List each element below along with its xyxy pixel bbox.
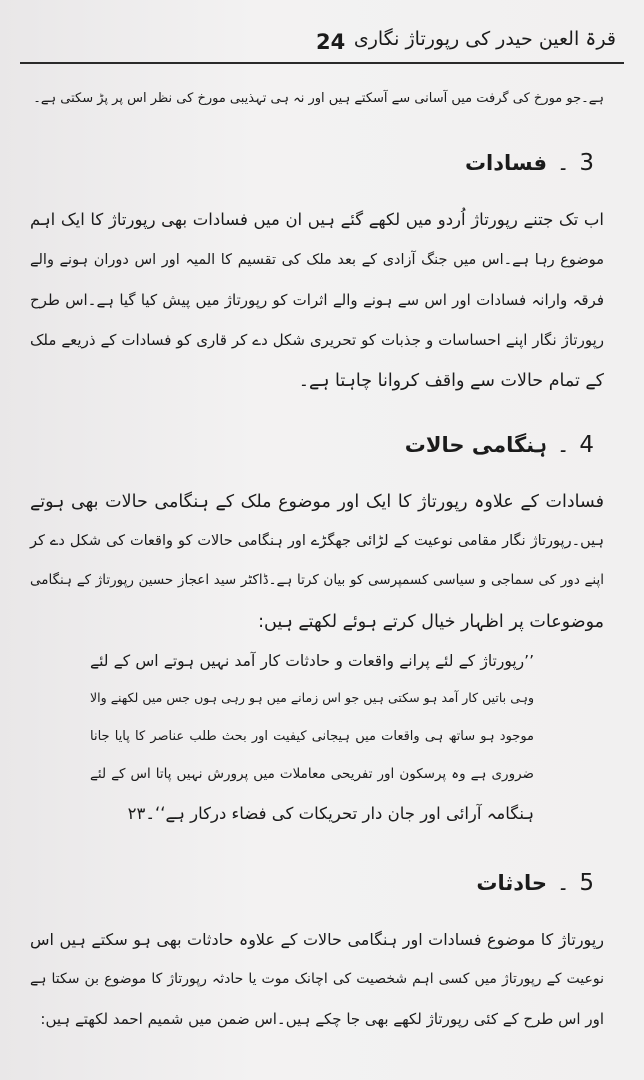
paragraph-line: موضوع رہا ہے۔اس میں جنگ آزادی کے بعد ملک کی تقسیم کا المیہ اور اس دوران ہونے والے bbox=[30, 252, 604, 268]
quote-line: ضروری ہے وہ پرسکون اور تفریحی معاملات میں پرورش نہیں پاتا اس کے لئے bbox=[90, 766, 534, 782]
quote-line: ہنگامہ آرائی اور جان دار تحریکات کی فضاء درکار ہے‘‘۔۲۳ bbox=[127, 804, 534, 823]
section-title: حادثات bbox=[476, 871, 548, 895]
section-heading-5 bbox=[476, 870, 594, 896]
header-rule bbox=[20, 62, 624, 64]
intro-line: ہے۔جو مورخ کی گرفت میں آسانی سے آسکتے ہیں اور نہ ہی تہذیبی مورخ کی نظر اس پر پڑ سکتی ہے۔ bbox=[33, 91, 604, 106]
paragraph-line: اب تک جتنے رپورتاژ اُردو میں لکھے گئے ہیں ان میں فسادات بھی رپورتاژ کا ایک اہم bbox=[30, 210, 604, 229]
quote-line: موجود ہو ساتھ ہی واقعات میں ہیجانی کیفیت اور بحث طلب عناصر کا پایا جانا bbox=[90, 729, 534, 744]
paragraph-line: کے تمام حالات سے واقف کروانا چاہتا ہے۔ bbox=[298, 371, 604, 391]
paragraph-line: موضوعات پر اظہار خیال کرتے ہوئے لکھتے ہیں: bbox=[258, 612, 604, 632]
section-heading-3 bbox=[465, 150, 594, 176]
section-dash: ۔ bbox=[557, 871, 570, 895]
paragraph-line: ہیں۔رپورتاژ نگار مقامی نوعیت کے لڑائی جھگڑے اور ہنگامی حالات کو واقعات کی شکل دے کر bbox=[30, 533, 604, 549]
paragraph-line: اپنے دور کی سماجی و سیاسی کسمپرسی کو بیان کرتا ہے۔ڈاکٹر سید اعجاز حسین رپورتاژ کے ہنگامی bbox=[30, 572, 604, 588]
paragraph-line: فرقہ وارانہ فسادات اور اس سے ہونے والے اثرات کو رپورتاژ میں پیش کیا گیا ہے۔اس طرح bbox=[30, 291, 604, 309]
running-header bbox=[20, 22, 624, 68]
paragraph-line: رپورتاژ کا موضوع فسادات اور ہنگامی حالات کے علاوہ حادثات بھی ہو سکتے ہیں اس bbox=[30, 930, 604, 949]
paragraph-line: فسادات کے علاوہ رپورتاژ کا ایک اور موضوع ملک کے ہنگامی حالات بھی ہوتے bbox=[30, 492, 604, 512]
section-title: ہنگامی حالات bbox=[404, 433, 548, 457]
paragraph-line: نوعیت کے رپورتاژ میں کسی اہم شخصیت کی اچانک موت یا حادثہ رپورتاژ کا موضوع بن سکتا ہے bbox=[30, 971, 604, 987]
section-number: 5 bbox=[579, 870, 594, 896]
page-number: 24 bbox=[316, 30, 346, 54]
quote-line: وہی باتیں کار آمد ہو سکتی ہیں جو اس زمانے میں ہو رہی ہوں جس میں لکھنے والا bbox=[90, 690, 534, 705]
running-title: قرۃ العین حیدر کی رپورتاژ نگاری bbox=[353, 28, 616, 50]
paragraph-line: اور اس طرح کے کئی رپورتاژ لکھے بھی جا چکے ہیں۔اس ضمن میں شمیم احمد لکھتے ہیں: bbox=[40, 1010, 604, 1028]
section-dash: ۔ bbox=[557, 151, 570, 175]
section-heading-4 bbox=[405, 432, 594, 458]
section-number: 3 bbox=[579, 150, 594, 176]
quote-line: ’’رپورتاژ کے لئے پرانے واقعات و حادثات کار آمد نہیں ہوتے اس کے لئے bbox=[90, 652, 534, 670]
paragraph-line: رپورتاژ نگار اپنے احساسات و جذبات کو تحریری شکل دے کر قاری کو فسادات کے ذریعے ملک bbox=[30, 331, 604, 349]
section-title: فسادات bbox=[464, 151, 548, 175]
section-number: 4 bbox=[579, 432, 594, 458]
section-dash: ۔ bbox=[557, 433, 570, 457]
